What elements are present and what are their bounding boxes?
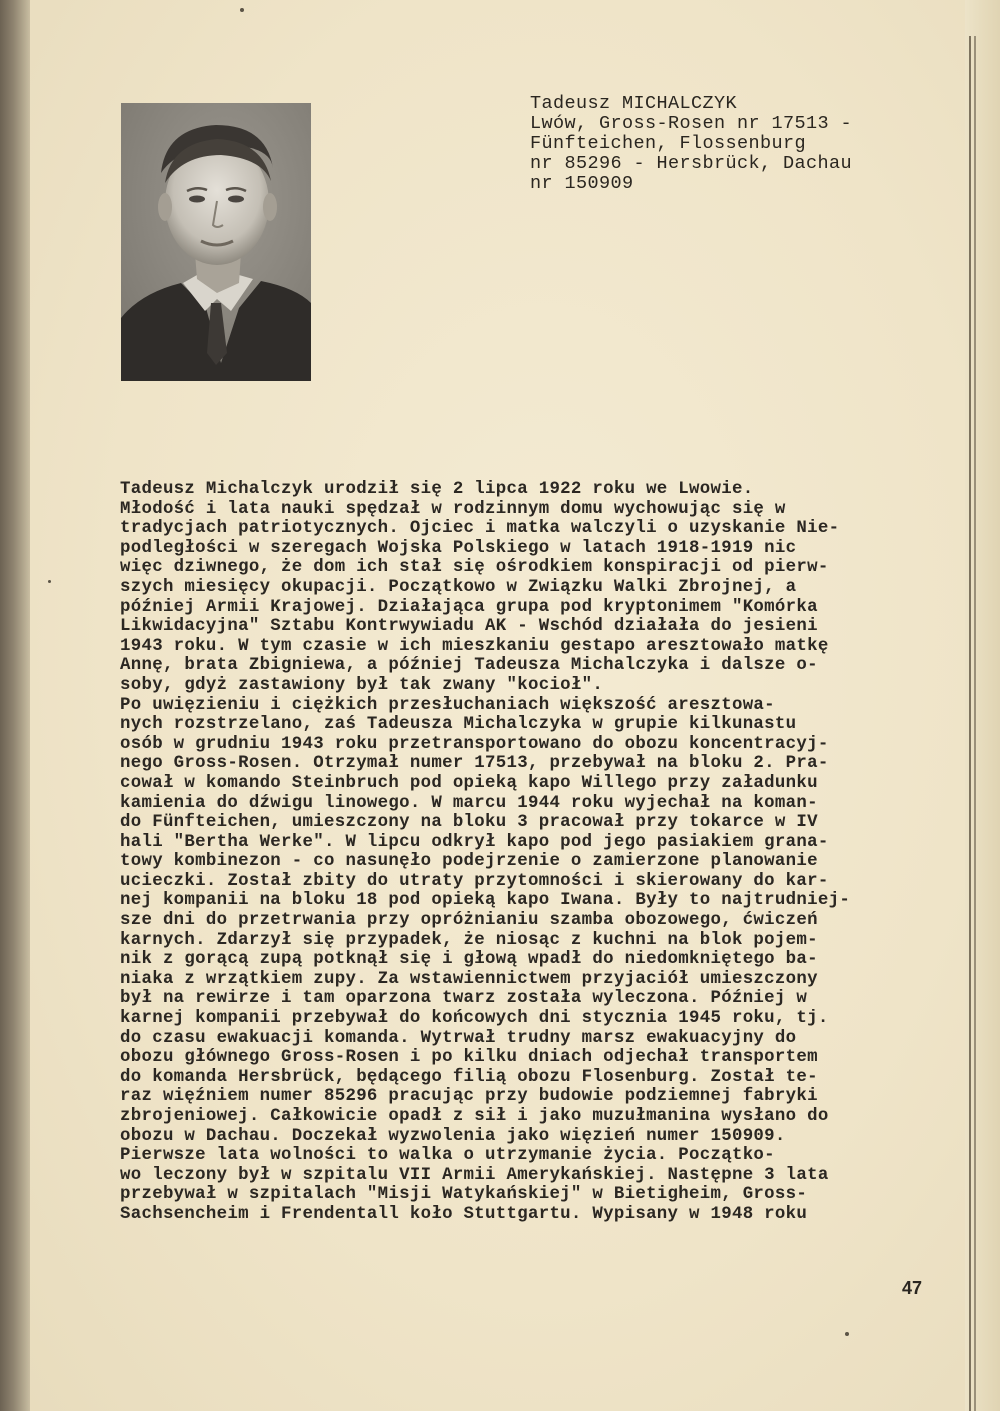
book-spine bbox=[0, 0, 30, 1411]
text-line: tradycjach patriotycznych. Ojciec i matka walczyli o uzyskanie Nie- bbox=[120, 519, 840, 539]
page-number: 47 bbox=[902, 1278, 923, 1298]
caption-line: nr 150909 bbox=[530, 173, 634, 194]
portrait-photo bbox=[121, 103, 311, 381]
text-line: nej kompanii na bloku 18 pod opieką kapo Iwana. Były to najtrudniej- bbox=[120, 891, 851, 911]
caption-line: Tadeusz MICHALCZYK bbox=[530, 93, 738, 114]
text-line: Młodość i lata nauki spędzał w rodzinnym domu wychowując się w bbox=[120, 499, 786, 519]
text-line: Sachsencheim i Frendentall koło Stuttgartu. Wypisany w 1948 roku bbox=[120, 1204, 808, 1224]
text-line: do Fünfteichen, umieszczony na bloku 3 pracował przy tokarce w IV bbox=[120, 813, 818, 833]
text-line: nych rozstrzelano, zaś Tadeusza Michalczyka w grupie kilkunastu bbox=[120, 715, 797, 735]
paper-speck bbox=[845, 1332, 849, 1336]
text-line: nego Gross-Rosen. Otrzymał numer 17513, przebywał na bloku 2. Pra- bbox=[120, 754, 829, 774]
photo-caption bbox=[530, 94, 930, 194]
portrait-image bbox=[121, 103, 311, 381]
text-line: osób w grudniu 1943 roku przetransportowano do obozu koncentracyj- bbox=[120, 734, 829, 754]
text-line: ucieczki. Został zbity do utraty przytomności i skierowany do kar- bbox=[120, 871, 829, 891]
text-line: karnych. Zdarzył się przypadek, że niosąc z kuchni na blok pojem- bbox=[120, 930, 818, 950]
caption-line: nr 85296 - Hersbrück, Dachau bbox=[530, 153, 853, 174]
text-line: towy kombinezon - co nasunęło podejrzenie o zamierzone planowanie bbox=[120, 852, 818, 872]
biography-text bbox=[120, 480, 940, 1225]
text-line: wo leczony był w szpitalu VII Armii Amerykańskiej. Następne 3 lata bbox=[120, 1165, 829, 1185]
text-line: Likwidacyjna" Sztabu Kontrwywiadu AK - Wschód działała do jesieni bbox=[120, 617, 818, 637]
text-line: karnej kompanii przebywał do końcowych dni stycznia 1945 roku, tj. bbox=[120, 1009, 829, 1029]
text-line: raz więźniem numer 85296 pracując przy budowie podziemnej fabryki bbox=[120, 1087, 818, 1107]
text-line: przebywał w szpitalach "Misji Watykańskiej" w Bietigheim, Gross- bbox=[120, 1185, 808, 1205]
page-edge bbox=[965, 0, 1000, 1411]
text-line: 1943 roku. W tym czasie w ich mieszkaniu gestapo aresztowało matkę bbox=[120, 636, 829, 656]
text-line: zbrojeniowej. Całkowicie opadł z sił i jako muzułmanina wysłano do bbox=[120, 1107, 829, 1126]
paper-speck bbox=[48, 580, 51, 583]
text-line: soby, gdyż zastawiony był tak zwany "kocioł". bbox=[120, 675, 604, 695]
text-line: nik z gorącą zupą potknął się i głową wpadł do niedomkniętego ba- bbox=[120, 950, 818, 970]
text-line: hali "Bertha Werke". W lipcu odkrył kapo pod jego pasiakiem grana- bbox=[120, 832, 829, 852]
caption-line: Fünfteichen, Flossenburg bbox=[530, 133, 807, 154]
page bbox=[30, 0, 965, 1411]
text-line: obozu w Dachau. Doczekał wyzwolenia jako więzień numer 150909. bbox=[120, 1126, 786, 1146]
text-line: Pierwsze lata wolności to walka o utrzymanie życia. Początko- bbox=[120, 1146, 775, 1166]
text-line: był na rewirze i tam oparzona twarz została wyleczona. Później w bbox=[120, 989, 808, 1009]
text-line: obozu głównego Gross-Rosen i po kilku dniach odjechał transportem bbox=[120, 1048, 818, 1068]
text-line: do czasu ewakuacji komanda. Wytrwał trudny marsz ewakuacyjny do bbox=[120, 1028, 797, 1048]
text-line: Annę, brata Zbigniewa, a później Tadeusza Michalczyka i dalsze o- bbox=[120, 656, 818, 676]
text-line: podległości w szeregach Wojska Polskiego w latach 1918-1919 nic bbox=[120, 538, 797, 558]
paper-speck bbox=[240, 8, 244, 12]
text-line: Po uwięzieniu i ciężkich przesłuchaniach większość aresztowa- bbox=[120, 695, 775, 715]
page-edge-line bbox=[969, 36, 971, 1411]
text-line: więc dziwnego, że dom ich stał się ośrodkiem konspiracji od pierw- bbox=[120, 558, 829, 578]
text-line: Tadeusz Michalczyk urodził się 2 lipca 1922 roku we Lwowie. bbox=[120, 480, 754, 499]
text-line: kamienia do dźwigu linowego. W marcu 1944 roku wyjechał na koman- bbox=[120, 793, 818, 813]
caption-line: Lwów, Gross-Rosen nr 17513 - bbox=[530, 113, 853, 134]
text-line: niaka z wrzątkiem zupy. Za wstawiennictwem przyjaciół umieszczony bbox=[120, 969, 818, 989]
text-line: później Armii Krajowej. Działająca grupa pod kryptonimem "Komórka bbox=[120, 597, 818, 617]
text-line: sze dni do przetrwania przy opróżnianiu szamba obozowego, ćwiczeń bbox=[120, 911, 818, 931]
page-edge-line bbox=[974, 36, 976, 1411]
text-line: do komanda Hersbrück, będącego filią obozu Flosenburg. Został te- bbox=[120, 1067, 818, 1087]
text-line: cował w komando Steinbruch pod opieką kapo Willego przy załadunku bbox=[120, 773, 818, 793]
text-line: szych miesięcy okupacji. Początkowo w Związku Walki Zbrojnej, a bbox=[120, 577, 797, 597]
